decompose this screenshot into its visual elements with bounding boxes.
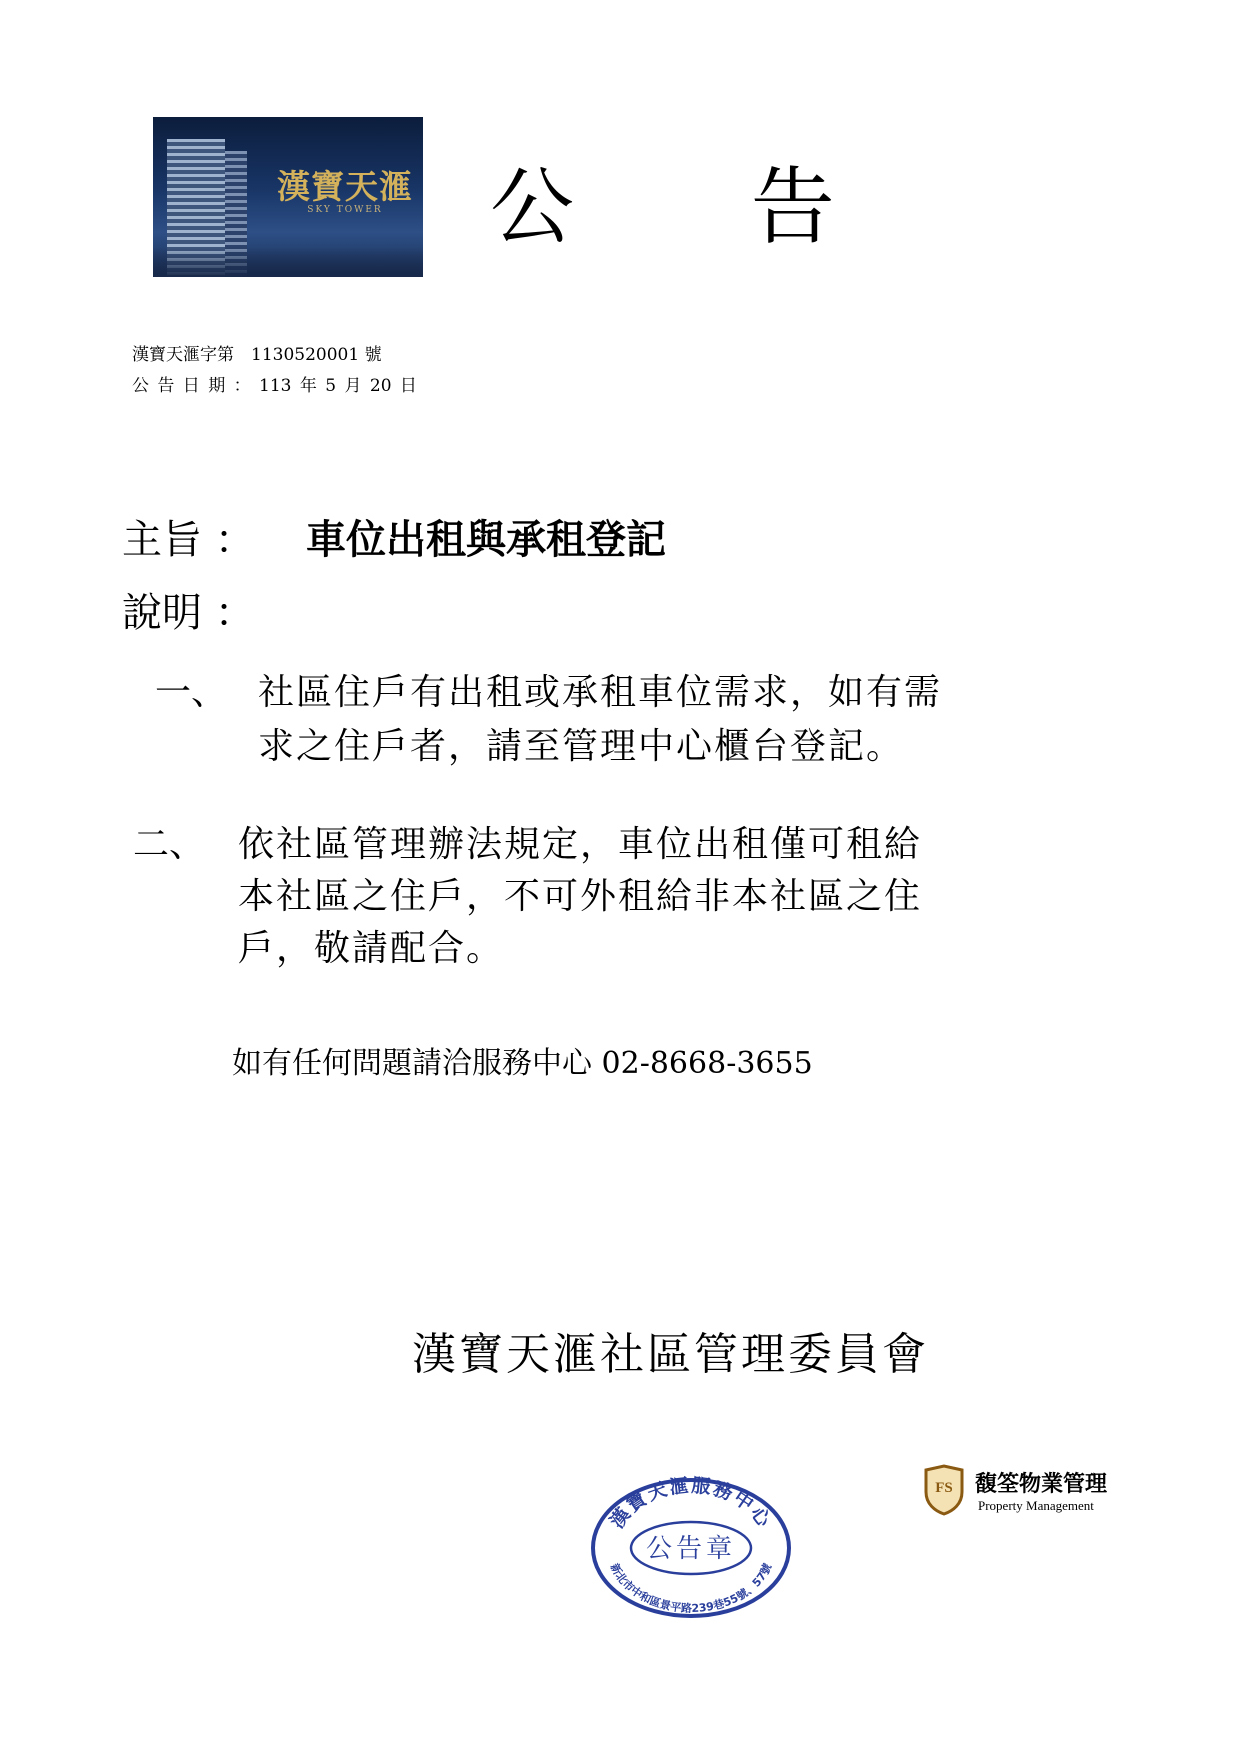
logo-brand-text: 漢寶天滙: [277, 167, 413, 206]
explanation-label: 說明 ：: [122, 590, 255, 636]
city-skyline: [153, 247, 423, 277]
logo-brand-en: SKY TOWER: [307, 205, 383, 215]
seal-stamp: [586, 1470, 796, 1620]
contact-info: 如有任何問題請洽服務中心 02-8668-3655: [232, 1046, 813, 1081]
company-name: 馥筌物業管理: [975, 1472, 1108, 1497]
item-number: 二、: [133, 824, 206, 865]
community-logo: [153, 117, 423, 277]
subject-text: 車位出租與承租登記: [306, 516, 666, 563]
document-number: 漢寶天滙字第 1130520001 號: [132, 345, 382, 365]
company-badge-text: FS: [935, 1480, 953, 1496]
subject-label: 主旨 ：: [122, 517, 255, 563]
stamp-center-text: 公告章: [645, 1534, 737, 1564]
item-line: 社區住戶有出租或承租車位需求，如有需: [258, 672, 943, 713]
company-shield-logo: [923, 1464, 965, 1516]
notice-title: 公 告: [490, 158, 835, 256]
notice-date: 公 告 日 期 ： 113 年 5 月 20 日: [132, 376, 417, 396]
committee-signature: 漢寶天滙社區管理委員會: [412, 1329, 929, 1380]
company-name-en: Property Management: [978, 1498, 1094, 1513]
item-line: 依社區管理辦法規定，車位出租僅可租給: [238, 824, 923, 865]
item-line: 求之住戶者，請至管理中心櫃台登記。: [258, 726, 905, 767]
item-line: 戶，敬請配合。: [238, 928, 505, 969]
svg-text:漢寶天滙服務中心: 漢寶天滙服務中心: [606, 1474, 776, 1533]
item-number: 一、: [155, 672, 228, 713]
svg-text:新北市中和區景平路239巷55號、57號: 新北市中和區景平路239巷55號、57號: [607, 1561, 775, 1616]
item-line: 本社區之住戶，不可外租給非本社區之住: [238, 876, 923, 917]
